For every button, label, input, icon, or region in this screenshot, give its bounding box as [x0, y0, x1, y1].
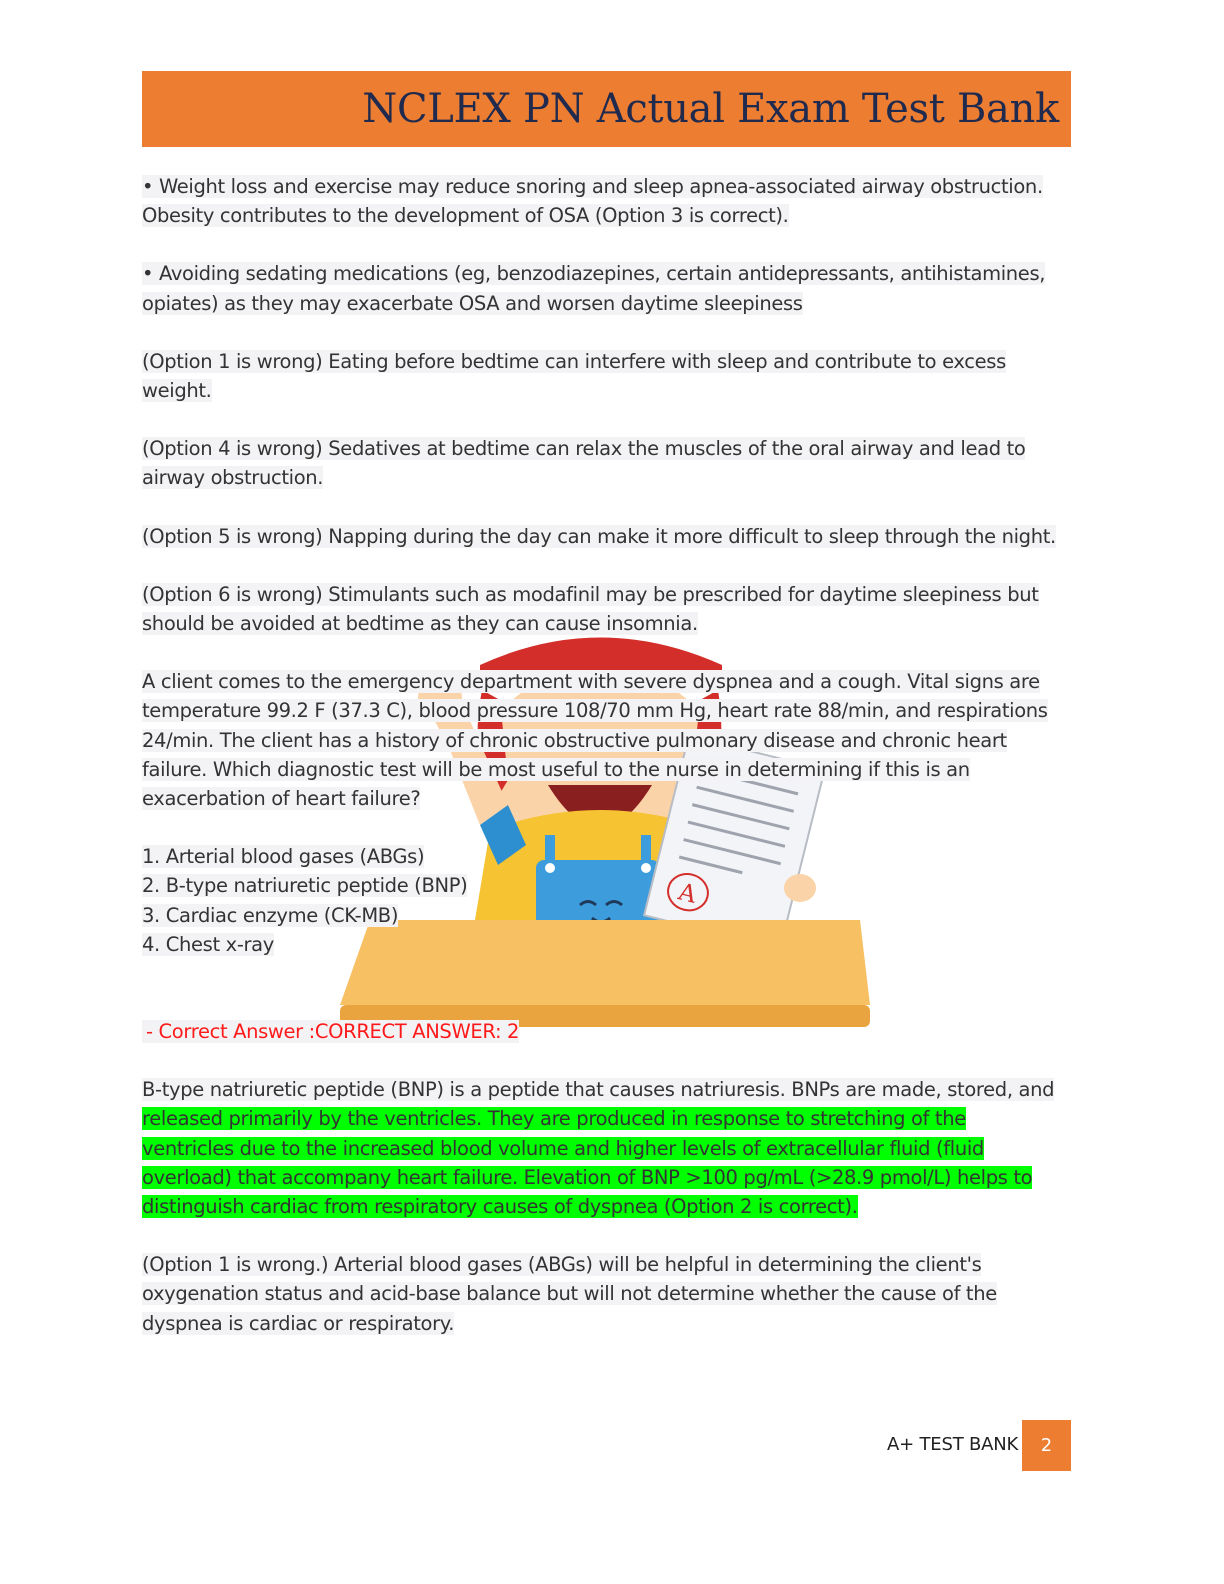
text-line: temperature 99.2 F (37.3 C), blood pressure 108/70 mm Hg, heart rate 88/min, and respirations	[142, 699, 1048, 723]
text-line: opiates) as they may exacerbate OSA and worsen daytime sleepiness	[142, 291, 803, 315]
paragraph-option-1-wrong	[142, 347, 1077, 405]
option-1: 1. Arterial blood gases (ABGs)	[142, 845, 425, 869]
text-line: A client comes to the emergency department with severe dyspnea and a cough. Vital signs are	[142, 670, 1040, 694]
text-line: 24/min. The client has a history of chronic obstructive pulmonary disease and chronic heart	[142, 728, 1007, 752]
page-title: NCLEX PN Actual Exam Test Bank	[362, 86, 1059, 132]
text-line: • Avoiding sedating medications (eg, benzodiazepines, certain antidepressants, antihistamines,	[142, 262, 1046, 286]
text-line: exacerbation of heart failure?	[142, 787, 421, 811]
text-line: (Option 6 is wrong) Stimulants such as modafinil may be prescribed for daytime sleepiness but	[142, 582, 1039, 606]
paragraph-weight-loss	[142, 172, 1077, 230]
text-line: (Option 1 is wrong.) Arterial blood gases (ABGs) will be helpful in determining the client's	[142, 1253, 982, 1277]
paragraph-option-5-wrong	[142, 522, 1077, 551]
highlighted-line: ventricles due to the increased blood volume and higher levels of extracellular fluid (fluid	[142, 1136, 984, 1160]
text-line: oxygenation status and acid-base balance but will not determine whether the cause of the	[142, 1282, 997, 1306]
text-line: B-type natriuretic peptide (BNP) is a peptide that causes natriuresis. BNPs are made, stored, and	[142, 1078, 1055, 1102]
paragraph-bnp-explanation	[142, 1075, 1077, 1221]
highlighted-line: distinguish cardiac from respiratory causes of dyspnea (Option 2 is correct).	[142, 1195, 858, 1219]
correct-answer-text: - Correct Answer :CORRECT ANSWER: 2	[142, 1020, 519, 1043]
question-text	[142, 667, 1077, 813]
option-3: 3. Cardiac enzyme (CK-MB)	[142, 903, 399, 927]
text-line: (Option 1 is wrong) Eating before bedtime can interfere with sleep and contribute to excess	[142, 349, 1006, 373]
option-2: 2. B-type natriuretic peptide (BNP)	[142, 874, 468, 898]
text-line: weight.	[142, 379, 212, 403]
footer-label: A+ TEST BANK	[887, 1434, 1019, 1455]
paragraph-option-4-wrong	[142, 434, 1077, 492]
grade-mark: A	[675, 877, 700, 909]
text-line: Obesity contributes to the development of OSA (Option 3 is correct).	[142, 204, 789, 228]
highlighted-line: overload) that accompany heart failure. Elevation of BNP >100 pg/mL (>28.9 pmol/L) helps to	[142, 1165, 1033, 1189]
paragraph-abg-wrong	[142, 1250, 1077, 1338]
text-line: dyspnea is cardiac or respiratory.	[142, 1311, 455, 1335]
highlighted-line: released primarily by the ventricles. They are produced in response to stretching of the	[142, 1107, 966, 1131]
page-number: 2	[1022, 1420, 1071, 1471]
page-content	[142, 172, 1077, 1367]
answer-options	[142, 842, 1077, 959]
text-line: should be avoided at bedtime as they can cause insomnia.	[142, 612, 698, 636]
text-line: (Option 4 is wrong) Sedatives at bedtime can relax the muscles of the oral airway and lead to	[142, 437, 1026, 461]
option-4: 4. Chest x-ray	[142, 932, 274, 956]
text-line: • Weight loss and exercise may reduce snoring and sleep apnea-associated airway obstruction.	[142, 175, 1043, 198]
paragraph-option-6-wrong	[142, 580, 1077, 638]
text-line: (Option 5 is wrong) Napping during the day can make it more difficult to sleep through the night.	[142, 524, 1056, 548]
correct-answer	[142, 1017, 1077, 1046]
paragraph-sedating-meds	[142, 259, 1077, 317]
text-line: failure. Which diagnostic test will be most useful to the nurse in determining if this is an	[142, 757, 970, 781]
text-line: airway obstruction.	[142, 466, 324, 490]
header-band	[142, 71, 1071, 147]
